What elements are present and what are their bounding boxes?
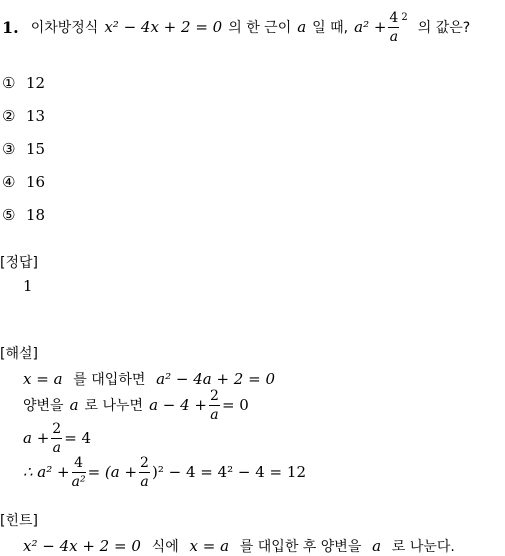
solution-line3-frac-den: a <box>52 439 61 456</box>
choice-value: 13 <box>26 107 46 125</box>
question-number: 1. <box>2 17 19 37</box>
answer-value: 1 <box>23 277 33 295</box>
hint-text1: 식에 <box>151 539 179 555</box>
choice-1[interactable] <box>2 74 45 92</box>
solution-line3-post: = 4 <box>64 429 92 447</box>
solution-line1-eq: x = a <box>23 370 63 388</box>
choice-2[interactable] <box>2 107 45 125</box>
question-fraction-den: a <box>389 28 399 45</box>
choice-value: 18 <box>26 206 46 224</box>
choice-value: 15 <box>26 140 46 158</box>
solution-line4-fraction-2 <box>139 456 150 489</box>
solution-line4-frac2-num: 2 <box>140 454 149 471</box>
choice-3[interactable] <box>2 140 45 158</box>
solution-line2-frac-num: 2 <box>210 387 219 404</box>
solution-line2-frac-den: a <box>210 406 219 423</box>
solution-line3-fraction <box>51 422 62 455</box>
question-fraction-num: 4 <box>389 9 399 26</box>
solution-line4-frac-den: a² <box>71 473 86 490</box>
choice-value: 12 <box>26 74 46 92</box>
question-expr-sup: 2 <box>401 12 408 23</box>
choice-value: 16 <box>26 173 46 191</box>
question-fraction <box>388 11 399 44</box>
solution-line3-frac-num: 2 <box>52 420 62 437</box>
question-line <box>2 10 470 44</box>
solution-line4-fraction <box>72 456 86 489</box>
question-text-value: 의 값은? <box>417 20 471 36</box>
solution-line4-frac-num: 4 <box>72 456 86 473</box>
hint-eq: x² − 4x + 2 = 0 <box>23 537 141 555</box>
choice-5[interactable] <box>2 206 45 224</box>
solution-line2-expr-pre: a − 4 + <box>149 396 208 414</box>
solution-line4-pre: ∴ a² + <box>23 463 70 481</box>
choice-marker: ② <box>2 107 16 125</box>
hint-eq2: x = a <box>189 537 230 555</box>
solution-line4-frac2-den: a <box>140 473 149 490</box>
hint-text2: 를 대입한 후 양변을 <box>239 539 362 555</box>
question-var-a: a <box>297 18 307 36</box>
solution-line2-text2: 로 나누면 <box>84 398 144 414</box>
solution-line4-mid: = (a + <box>87 463 138 481</box>
choice-4[interactable] <box>2 173 45 191</box>
solution-line2-fraction <box>209 389 220 422</box>
solution-label: [해설] <box>0 346 38 362</box>
choice-marker: ⑤ <box>2 206 16 224</box>
hint-var: a <box>372 537 382 555</box>
question-text-when: 일 때, <box>312 20 349 36</box>
answer-label: [정답] <box>0 255 38 271</box>
solution-line1-expr: a² − 4a + 2 = 0 <box>156 370 275 388</box>
choice-marker: ③ <box>2 140 16 158</box>
solution-line3-pre: a + <box>23 429 50 447</box>
solution-line-4 <box>23 452 306 492</box>
hint-text3: 로 나눈다. <box>391 539 455 555</box>
solution-line2-var: a <box>69 396 79 414</box>
question-text-root: 의 한 근이 <box>228 20 292 36</box>
hint-line <box>23 536 455 556</box>
choice-marker: ④ <box>2 173 16 191</box>
question-text-intro: 이차방정식 <box>30 20 99 36</box>
hint-label: [힌트] <box>0 513 38 529</box>
choice-marker: ① <box>2 74 16 92</box>
solution-line4-post: )² − 4 = 4² − 4 = 12 <box>151 463 306 481</box>
solution-line2-text: 양변을 <box>23 398 64 414</box>
solution-line1-text: 를 대입하면 <box>73 372 146 388</box>
solution-line2-expr-post: = 0 <box>221 396 249 414</box>
question-equation: x² − 4x + 2 = 0 <box>104 18 223 36</box>
question-expr-lhs: a² + <box>354 18 387 36</box>
